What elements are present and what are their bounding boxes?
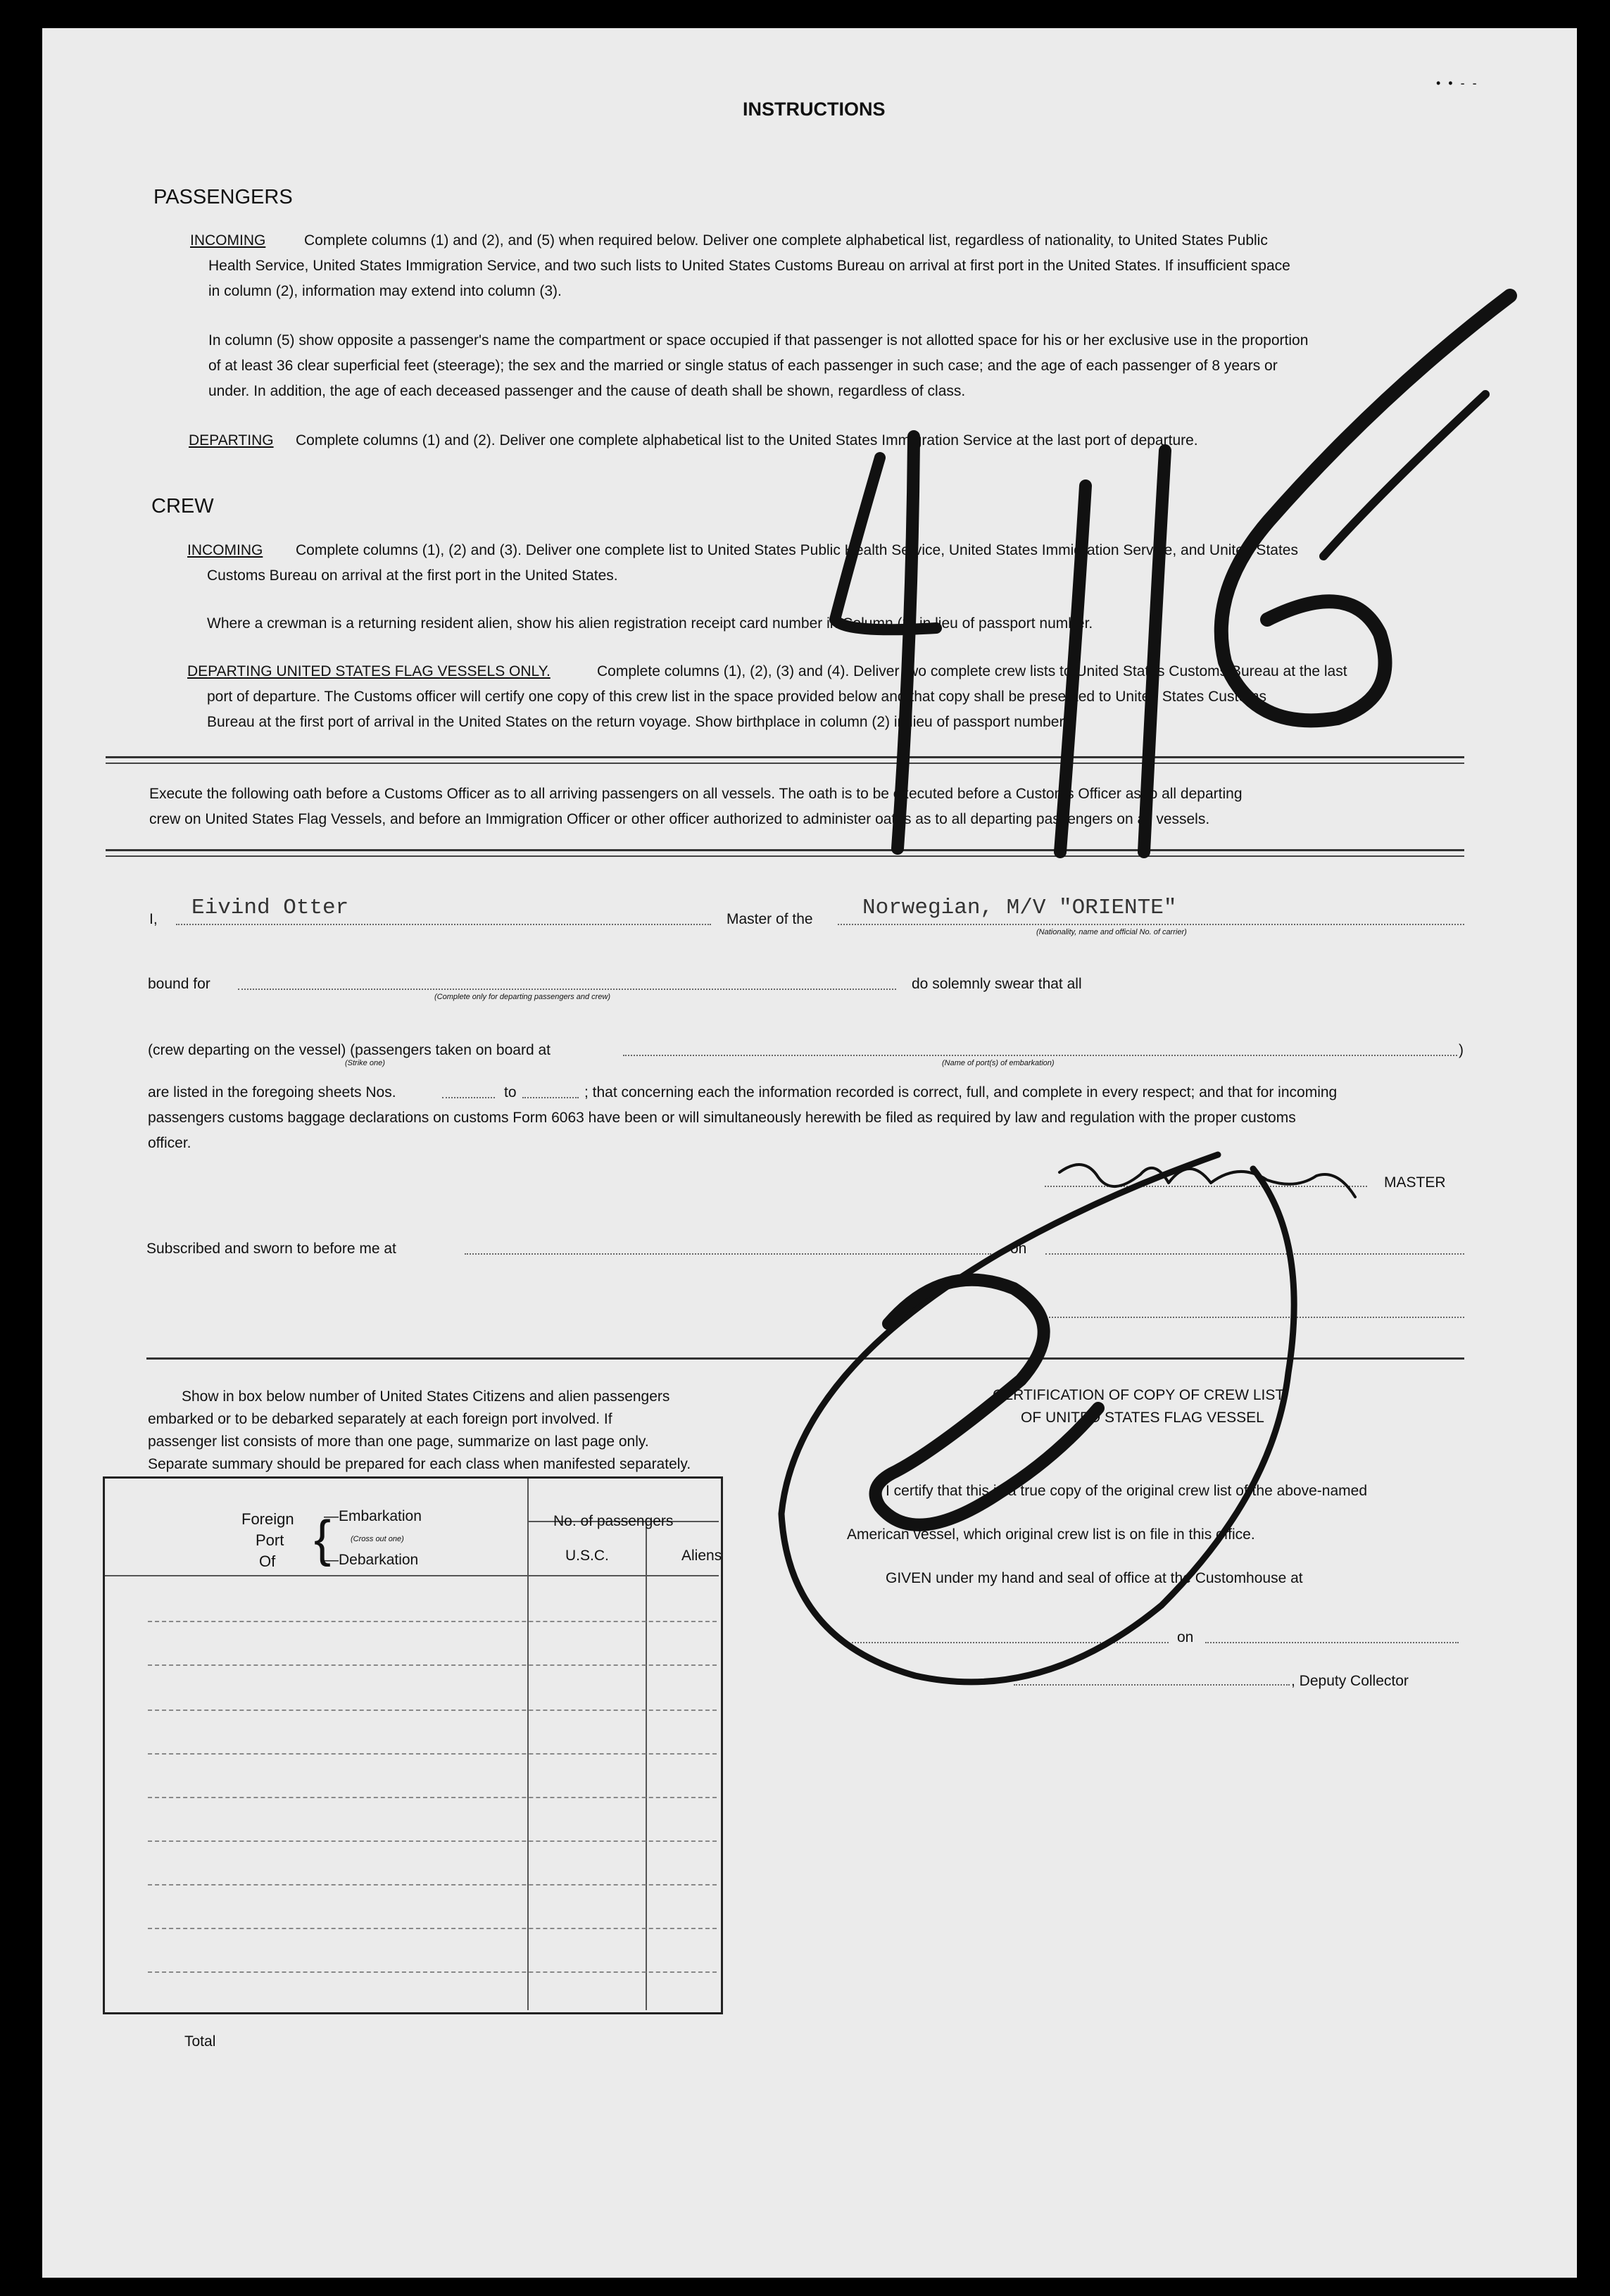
strike-caption: (Strike one) bbox=[345, 1059, 385, 1067]
passengers-incoming-line2: Health Service, United States Immigration Service, and two such lists to United States Customs Bureau on arrival at first port in the United States. If insufficient space bbox=[208, 258, 1290, 274]
passengers-heading: PASSENGERS bbox=[153, 186, 293, 208]
certification-line1: I certify that this is a true copy of the original crew list of the above-named bbox=[886, 1483, 1367, 1499]
table-of-label: Of bbox=[259, 1552, 276, 1570]
handwritten-4-stroke bbox=[835, 458, 936, 629]
table-port-label: Port bbox=[256, 1531, 284, 1549]
listed-rest: ; that concerning each the information recorded is correct, full, and complete in every respect; and that for incoming bbox=[584, 1084, 1338, 1100]
handwritten-4-stroke bbox=[898, 437, 914, 848]
swear-label: do solemnly swear that all bbox=[912, 976, 1082, 992]
table-no-passengers-header: No. of passengers bbox=[553, 1513, 674, 1529]
close-paren: ) bbox=[1459, 1042, 1464, 1058]
table-brace: { bbox=[314, 1511, 332, 1567]
summary-line1: Show in box below number of United States Citizens and alien passengers bbox=[182, 1388, 670, 1405]
page-title: INSTRUCTIONS bbox=[743, 99, 886, 120]
summary-line3: passenger list consists of more than one page, summarize on last page only. bbox=[148, 1434, 649, 1450]
sworn-on-label: on bbox=[1010, 1241, 1027, 1257]
crew-heading: CREW bbox=[151, 495, 214, 517]
crew-incoming-line2: Customs Bureau on arrival at the first port in the United States. bbox=[207, 567, 618, 584]
crew-incoming-line1: Complete columns (1), (2) and (3). Deliver one complete list to United States Public Health Service, United States Immigration Service, and United States bbox=[296, 542, 1298, 558]
summary-line4: Separate summary should be prepared for each class when manifested separately. bbox=[148, 1456, 691, 1472]
table-debarkation-label[interactable]: —Debarkation bbox=[324, 1552, 419, 1568]
oath-intro-line2: crew on United States Flag Vessels, and before an Immigration Officer or other officer authorized to administer oaths as to all departing passengers on all vessels. bbox=[149, 811, 1210, 827]
corner-mark: • • - - bbox=[1436, 76, 1479, 90]
crew-departing-label: DEPARTING UNITED STATES FLAG VESSELS ONLY. bbox=[187, 663, 551, 679]
passengers-col5-line1: In column (5) show opposite a passenger's name the compartment or space occupied if that passenger is not allotted space for his or her exclusive use in the proportion bbox=[208, 332, 1309, 349]
to-label: to bbox=[504, 1084, 517, 1100]
certification-line2: American vessel, which original crew list is on file in this office. bbox=[847, 1526, 1255, 1543]
table-total-label: Total bbox=[184, 2033, 216, 2050]
vessel-caption: (Nationality, name and official No. of carrier) bbox=[1036, 928, 1187, 936]
crew-departing-line1: Complete columns (1), (2), (3) and (4). Deliver two complete crew lists to United States Customs Bureau at the last bbox=[597, 663, 1347, 679]
master-label: MASTER bbox=[1384, 1174, 1446, 1191]
master-of-label: Master of the bbox=[727, 911, 813, 927]
vessel-field[interactable]: Norwegian, M/V "ORIENTE" bbox=[862, 896, 1177, 920]
passengers-departing-text: Complete columns (1) and (2). Deliver one complete alphabetical list to the United States Immigration Service at the last port of departure. bbox=[296, 432, 1198, 448]
circle-mark bbox=[781, 1155, 1294, 1682]
certification-title1: CERTIFICATION OF COPY OF CREW LIST bbox=[993, 1387, 1285, 1403]
master-name-field[interactable]: Eivind Otter bbox=[191, 896, 349, 920]
summary-line2: embarked or to be debarked separately at each foreign port involved. If bbox=[148, 1411, 612, 1427]
crew-departing-label-line: (crew departing on the vessel) (passengers taken on board at bbox=[148, 1042, 551, 1058]
deputy-collector-label: , Deputy Collector bbox=[1291, 1673, 1409, 1689]
table-cross-out-caption: (Cross out one) bbox=[351, 1535, 404, 1543]
table-usc-header: U.S.C. bbox=[565, 1548, 609, 1564]
subscribed-label: Subscribed and sworn to before me at bbox=[146, 1241, 396, 1257]
crew-departing-line2: port of departure. The Customs officer will certify one copy of this crew list in the space provided below and that copy shall be presented to United States Customs bbox=[207, 689, 1266, 705]
passengers-incoming-line3: in column (2), information may extend into column (3). bbox=[208, 283, 562, 299]
oath-intro-line1: Execute the following oath before a Customs Officer as to all arriving passengers on all vessels. The oath is to be executed before a Customs Officer as to all departing bbox=[149, 786, 1243, 802]
bound-caption: (Complete only for departing passengers and crew) bbox=[434, 993, 611, 1001]
passengers-departing-label: DEPARTING bbox=[189, 432, 274, 448]
certification-line3: GIVEN under my hand and seal of office at the Customhouse at bbox=[886, 1570, 1303, 1586]
table-foreign-label: Foreign bbox=[241, 1510, 294, 1528]
certification-title2: OF UNITED STATES FLAG VESSEL bbox=[1021, 1410, 1264, 1426]
ports-caption: (Name of port(s) of embarkation) bbox=[942, 1059, 1055, 1067]
table-aliens-header: Aliens bbox=[681, 1548, 722, 1564]
handwritten-1-stroke bbox=[1144, 451, 1165, 852]
passengers-incoming-label: INCOMING bbox=[190, 232, 266, 249]
listed-label: are listed in the foregoing sheets Nos. bbox=[148, 1084, 396, 1100]
passengers-col5-line3: under. In addition, the age of each deceased passenger and the cause of death shall be shown, regardless of class. bbox=[208, 383, 966, 399]
table-embarkation-label[interactable]: —Embarkation bbox=[324, 1508, 422, 1524]
master-signature bbox=[1059, 1165, 1355, 1197]
crew-departing-line3: Bureau at the first port of arrival in the United States on the return voyage. Show birthplace in column (2) in lieu of passport number. bbox=[207, 714, 1068, 730]
crew-incoming-label: INCOMING bbox=[187, 542, 263, 558]
passengers-incoming-line1: Complete columns (1) and (2), and (5) when required below. Deliver one complete alphabetical list, regardless of nationality, to United States Public bbox=[304, 232, 1268, 249]
oath-line3: officer. bbox=[148, 1135, 191, 1151]
handwritten-slash bbox=[1060, 486, 1086, 852]
oath-line2: passengers customs baggage declarations on customs Form 6063 have been or will simultaneously herewith be filed as required by law and regulation with the proper customs bbox=[148, 1110, 1296, 1126]
oath-i-label: I, bbox=[149, 911, 158, 927]
certification-on-label: on bbox=[1177, 1629, 1194, 1645]
bound-for-label: bound for bbox=[148, 976, 210, 992]
passengers-col5-line2: of at least 36 clear superficial feet (steerage); the sex and the married or single status of each passenger in such case; and the age of each passenger of 8 years or bbox=[208, 358, 1278, 374]
crew-resident-text: Where a crewman is a returning resident alien, show his alien registration receipt card number in Column (2) in lieu of passport number. bbox=[207, 615, 1093, 632]
